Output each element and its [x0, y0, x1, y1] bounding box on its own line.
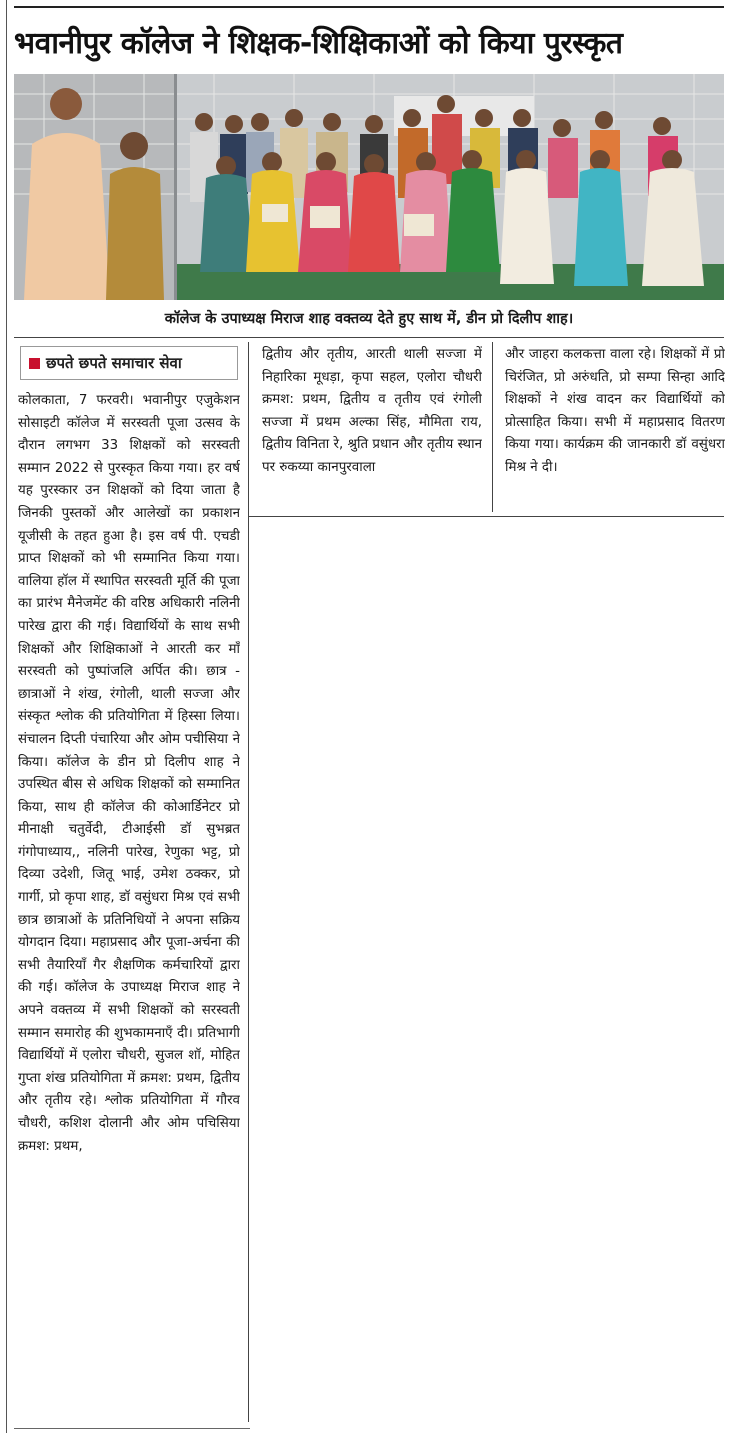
article-column-1 [18, 390, 240, 1420]
column-divider-1 [248, 342, 249, 1422]
caption-rule [14, 337, 724, 338]
news-photo [14, 74, 724, 300]
news-service-label: छपते छपते समाचार सेवा [46, 354, 182, 372]
article-column-3 [505, 344, 725, 514]
article-text-3: और जाहरा कलकत्ता वाला रहे। शिक्षकों में प्रो चिरंजित, प्रो अरुंधति, प्रो सम्पा सिन्हा आदि शिक्षकों ने शंख वादन कर विद्यार्थियों को प्रोत्साहित किया। सभी में महाप्रसाद वितरण किया गया। कार्यक्रम की जानकारी डॉ वसुंधरा मिश्र ने दी। [505, 347, 725, 475]
article-column-2 [262, 344, 482, 514]
article-text-1: कोलकाता, 7 फरवरी। भवानीपुर एजुकेशन सोसाइटी कॉलेज में सरस्वती पूजा उत्सव के दौरान लगभग 33 शिक्षकों को सरस्वती सम्मान 2022 से पुरस्कृत किया गया। हर वर्ष यह पुरस्कार उन शिक्षकों को दिया जाता है जिनकी पुस्तकों और आलेखों का प्रकाशन यूजीसी के तहत हुआ है। इस वर्ष पी. एचडी प्राप्त शिक्षकों को भी सम्मानित किया गया। वालिया हॉल में स्थापित सरस्वती मूर्ति की पूजा का प्रारंभ मैनेजमेंट की वरिष्ठ अधिकारी नलिनी पारेख द्वारा की गई। विद्यार्थियों के साथ सभी शिक्षकों और शिक्षिकाओं ने आरती कर माँ सरस्वती को पुष्पांजलि अर्पित की। छात्र - छात्राओं ने शंख, रंगोली, थाली सज्जा और संस्कृत श्लोक की प्रतियोगिता में हिस्सा लिया। संचालन दिप्ती पंचारिया और ओम पचीसिया ने किया। कॉलेज के डीन प्रो दिलीप शाह ने उपस्थित बीस से अधिक शिक्षकों को सम्मानित किया, साथ ही कॉलेज की कोआर्डिनेटर प्रो मीनाक्षी चतुर्वेदी, टीआईसी डॉ सुभब्रत गंगोपाध्याय,, नलिनी पारेख, रेणुका भट्ट, प्रो दिव्या उदेशी, जितू भाई, उमेश ठक्कर, प्रो गार्गी, प्रो कृपा शाह, डॉ वसुंधरा मिश्र एवं सभी छात्र छात्राओं के प्रतिनिधियों ने अपना सक्रिय योगदान दिया। महाप्रसाद और पूजा-अर्चना की सभी तैयारियाँ गैर शैक्षणिक कर्मचारियों द्वारा की गई। कॉलेज के उपाध्यक्ष मिराज शाह ने अपने वक्तव्य में सभी शिक्षकों को सरस्वती सम्मान समारोह की शुभकामनाएँ दी। प्रतिभागी विद्यार्थियों में एलोरा चौधरी, सुजल शॉ, मोहित गुप्ता शंख प्रतियोगिता में क्रमश: प्रथम, द्वितीय और तृतीय रहे। श्लोक प्रतियोगिता में गौरव चौधरी, कशिश दोलानी और ओम पचिसिया क्रमश: प्रथम, [18, 393, 240, 1154]
news-service-tag [20, 346, 238, 380]
article-text-2: द्वितीय और तृतीय, आरती थाली सज्जा में निहारिका मूधड़ा, कृपा सहल, एलोरा चौधरी क्रमश: प्रथम, द्वितीय व तृतीय एवं रंगोली सज्जा में प्रथम अल्का सिंह, मौमिता राय, द्वितीय विनिता रे, श्रुति प्रधान और तृतीय स्थान पर रुकय्या कानपुरवाला [262, 347, 482, 475]
left-border-rule [6, 0, 7, 1433]
red-square-icon [29, 358, 40, 369]
photo-caption: कॉलेज के उपाध्यक्ष मिराज शाह वक्तव्य देते हुए साथ में, डीन प्रो दिलीप शाह। [164, 311, 574, 327]
top-border-rule [14, 6, 724, 8]
headline: भवानीपुर कॉलेज ने शिक्षक-शिक्षिकाओं को किया पुरस्कृत [14, 26, 623, 61]
bottom-rule [14, 1428, 250, 1429]
column-divider-2 [492, 342, 493, 512]
photo-illustration [14, 74, 724, 300]
article-end-rule [248, 516, 724, 517]
